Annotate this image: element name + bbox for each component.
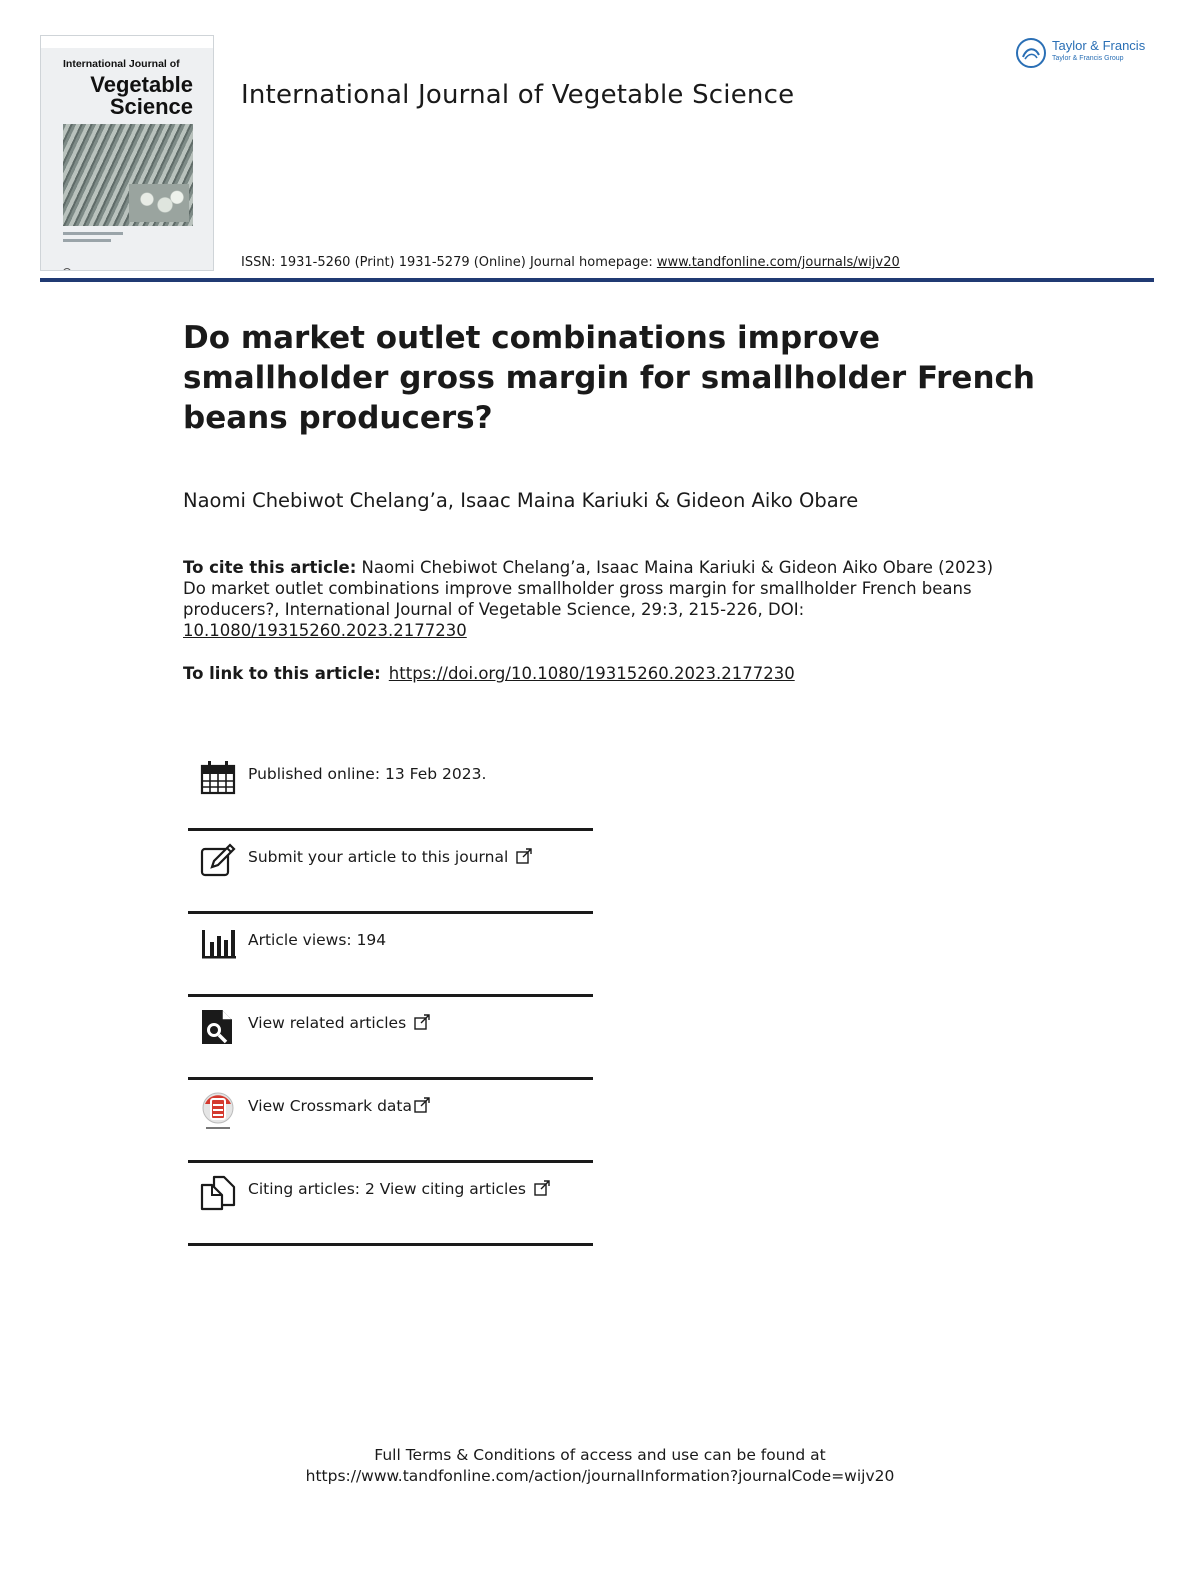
published-online-item xyxy=(188,748,593,828)
external-link-icon xyxy=(414,1097,430,1117)
journal-cover-image xyxy=(40,35,214,271)
cite-label: To cite this article: xyxy=(183,558,357,577)
cover-journal-line2 xyxy=(90,74,193,118)
cover-photo xyxy=(63,124,193,226)
journal-homepage-link[interactable]: www.tandfonline.com/journals/wijv20 xyxy=(656,255,900,270)
cover-issue-text-2 xyxy=(63,239,111,242)
cover-header-strip xyxy=(41,36,213,48)
cover-word-vegetable: Vegetable xyxy=(90,72,193,97)
footer-line-1: Full Terms & Conditions of access and use can be found at xyxy=(374,1446,826,1464)
citing-articles-item[interactable] xyxy=(188,1163,593,1243)
related-articles-item[interactable] xyxy=(188,997,593,1077)
cite-doi-link[interactable]: 10.1080/19315260.2023.2177230 xyxy=(183,621,467,640)
publisher-name: Taylor & Francis xyxy=(1052,38,1146,53)
copy-icon xyxy=(200,1175,236,1211)
cover-issue-text xyxy=(63,232,123,235)
calendar-icon xyxy=(200,760,236,796)
external-link-icon xyxy=(414,1014,430,1034)
edit-icon xyxy=(200,843,236,879)
taylor-francis-logo-icon xyxy=(1016,38,1046,68)
issn-line xyxy=(241,255,900,270)
link-label: To link to this article: xyxy=(183,664,381,683)
journal-name: International Journal of Vegetable Science xyxy=(241,80,795,110)
crossmark-label: View Crossmark data xyxy=(248,1097,412,1115)
submit-article-label: Submit your article to this journal xyxy=(248,848,509,866)
publisher-group-name: Taylor & Francis Group xyxy=(1052,55,1124,62)
cite-text: Naomi Chebiwot Chelang’a, Isaac Maina Kariuki & Gideon Aiko Obare (2023) Do market outlet combinations improve smallholder gross margin for smallholder French beans producers?, International Journal of Vegetable Science, 29:3, 215-226, DOI: xyxy=(183,558,994,619)
taylor-francis-logo xyxy=(1016,36,1158,70)
crossmark-icon xyxy=(200,1092,236,1128)
document-search-icon xyxy=(200,1009,236,1045)
cover-journal-line1: International Journal of xyxy=(63,58,180,70)
article-title: Do market outlet combinations improve smallholder gross margin for smallholder French beans producers? xyxy=(183,320,1035,436)
issn-text: ISSN: 1931-5260 (Print) 1931-5279 (Online) Journal homepage: xyxy=(241,255,657,270)
crossmark-item[interactable] xyxy=(188,1080,593,1160)
related-articles-link[interactable] xyxy=(248,1014,430,1034)
submit-article-link[interactable] xyxy=(248,848,532,868)
crossmark-link[interactable] xyxy=(248,1097,430,1117)
related-articles-label: View related articles xyxy=(248,1014,407,1032)
list-divider xyxy=(188,1243,593,1246)
header-divider xyxy=(40,278,1154,282)
article-authors: Naomi Chebiwot Chelang’a, Isaac Maina Kariuki & Gideon Aiko Obare xyxy=(183,489,859,512)
footer-terms xyxy=(0,1445,1200,1487)
citing-articles-link[interactable] xyxy=(248,1180,550,1200)
external-link-icon xyxy=(516,848,532,868)
cover-photo-produce xyxy=(129,184,189,222)
article-views-label: Article views: 194 xyxy=(248,931,387,949)
published-online-label: Published online: 13 Feb 2023. xyxy=(248,765,487,783)
footer-terms-link[interactable]: https://www.tandfonline.com/action/journalInformation?journalCode=wijv20 xyxy=(305,1467,895,1485)
bar-chart-icon xyxy=(200,926,236,962)
citing-articles-label: Citing articles: 2 View citing articles xyxy=(248,1180,526,1198)
external-link-icon xyxy=(534,1180,550,1200)
article-info-list xyxy=(188,748,593,1246)
article-views-item xyxy=(188,914,593,994)
article-link-line xyxy=(183,663,795,684)
citation-block xyxy=(183,557,1003,641)
cover-publisher-logo xyxy=(63,268,103,271)
article-doi-link[interactable]: https://doi.org/10.1080/19315260.2023.2177230 xyxy=(388,664,795,683)
submit-article-item[interactable] xyxy=(188,831,593,911)
cover-word-science: Science xyxy=(109,94,193,119)
